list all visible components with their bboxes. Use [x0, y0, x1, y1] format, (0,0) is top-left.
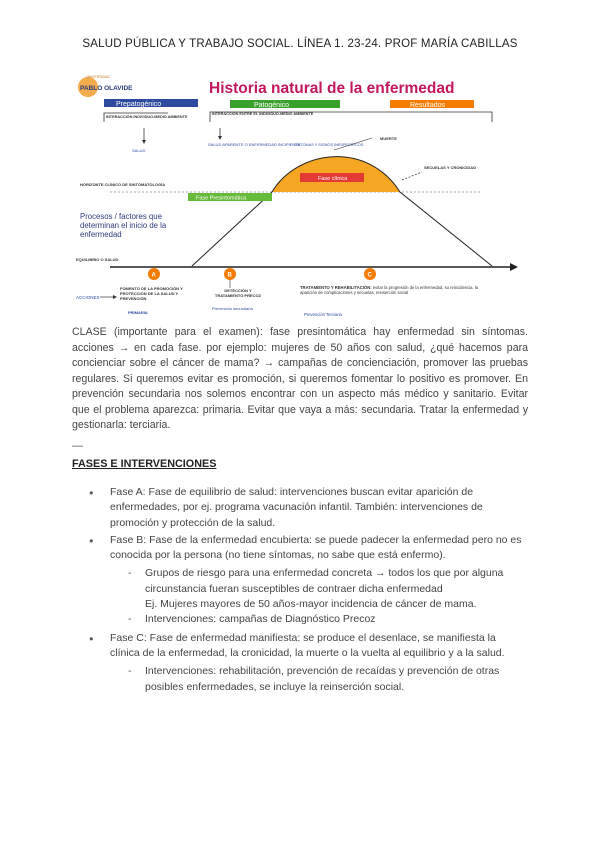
marker-a: [148, 268, 160, 280]
period-prepatogenico-label: Prepatogénico: [116, 101, 162, 108]
deteccion-text: DETECCIÓN Y TRATAMIENTO PRECOZ: [214, 288, 262, 298]
marker-b: [224, 268, 236, 280]
sintomas-label: SÍNTOMAS Y SIGNOS INESPECÍFICOS: [294, 143, 364, 147]
fase-b-sublist: [110, 566, 528, 627]
primaria-label: PRIMARIA: [128, 310, 148, 315]
separator: —: [72, 440, 83, 452]
fomento-text: FOMENTO DE LA PROMOCIÓN Y PROTECCIÓN DE LA SALUD Y PREVENCIÓN: [120, 286, 183, 301]
svg-text:UNIVERSIDAD: UNIVERSIDAD: [86, 75, 110, 79]
sub-left-label: INTERACCIÓN INDIVIDUO-MEDIO AMBIENTE: [106, 115, 188, 119]
svg-text:A: A: [151, 272, 156, 279]
phases-list: [72, 485, 528, 698]
example-text: Ej. Mujeres mayores de 50 años-mayor incidencia de cáncer de mama.: [145, 598, 477, 611]
sublist-item: - Grupos de riesgo para una enfermedad concreta → todos los que por alguna circunstancia fueran susceptibles de contraer dicha enfermedad Ej. Mujeres mayores de 50 años-mayor incidencia de cáncer de mama.: [145, 566, 528, 612]
list-item-fase-a: ● Fase A: Fase de equilibrio de salud: intervenciones buscan evitar aparición de enfermedades, por ej. programa vacunación infantil. También: intervenciones de promoción y protección de la salud.: [110, 485, 528, 531]
diagram-title: Historia natural de la enfermedad: [209, 80, 455, 97]
svg-text:C: C: [367, 272, 372, 279]
procesos-text: Procesos / factores que determinan el inicio de la enfermedad: [80, 212, 167, 239]
sano-label: SALUD: [132, 148, 146, 153]
sublist-item: - Intervenciones: campañas de Diagnóstico Precoz: [145, 612, 528, 627]
sublist-item: - Intervenciones: rehabilitación, prevención de recaídas y prevención de otras posibles enfermedades, se incluye la reinserción social.: [145, 664, 528, 695]
university-logo: [76, 74, 133, 100]
svg-text:PABLO OLAVIDE: PABLO OLAVIDE: [80, 85, 133, 92]
sub-mid-label: INTERACCIÓN ENTRE EL INDIVIDUO-MEDIO AMBIENTE: [212, 112, 314, 116]
fase-presintomatica-label: Fase Presintomática: [196, 195, 247, 202]
svg-text:B: B: [227, 272, 232, 279]
period-resultados-label: Resultados: [410, 102, 446, 109]
list-item-fase-c: ● Fase C: Fase de enfermedad manifiesta: se produce el desenlace, se manifiesta la clínica de la enfermedad, la cronicidad, la muerte o la vuelta al equilibrio y a la salud. - Intervenciones: rehabilitación, prevención de recaídas y prevención de otras posibles enfermedades, se incluye la reinserción social.: [110, 631, 528, 695]
list-item-fase-b: ● Fase B: Fase de la enfermedad encubierta: se puede padecer la enfermedad pero no es conocida por la persona (no tiene síntomas, no sabe que está enfermo). - Grupos de riesgo para una enfermedad concreta → todos los que por alguna circunstancia fueran susceptibles de contraer dicha enfermedad Ej. Mujeres mayores de 50 años-mayor incidencia de cáncer de mama. - Intervenciones: campañas de Diagnóstico Precoz: [110, 533, 528, 628]
fase-clinica-label: Fase clínica: [318, 176, 348, 182]
secuelas-label: SECUELAS Y CRONICIDAD: [424, 165, 477, 170]
horizonte-label: HORIZONTE CLÍNICO DE SINTOMATOLOGÍA: [80, 182, 166, 187]
aparente-label: SALUD APARENTE O ENFERMEDAD INCIPIENTE: [208, 142, 301, 147]
natural-history-diagram: [72, 70, 528, 322]
section-title: FASES E INTERVENCIONES: [72, 458, 217, 470]
prevencion-terciaria-label: Prevención Terciaria: [304, 312, 342, 317]
class-notes-paragraph: CLASE (importante para el examen): fase presintomática hay enfermedad sin síntomas. acciones → en cada fase. por ejemplo: mujeres de 50 años con salud, ¿qué hacemos para concienciar sobre el cáncer de mama? → campañas de concienciación, promover las pruebas regulares. Si queremos evitar es promoción, si queremos fomentar lo positivo es promover. En prevención secundaria nos solemos encontrar con un aspecto más médico y sanitario. Evitar que el problema aparezca: primaria. Evitar que vaya a más: secundaria. Tratar la enfermedad y gestionarla: terciaria.: [72, 326, 528, 431]
equilibrio-label: EQUILIBRIO O SALUD: [76, 257, 119, 262]
marker-c: [364, 268, 376, 280]
acciones-label: ACCIONES: [76, 295, 100, 300]
muerte-label: MUERTE: [380, 136, 397, 141]
prevencion-secundaria-label: Prevención secundaria: [212, 306, 253, 311]
tratamiento-text: TRATAMIENTO Y REHABILITACIÓN: evitar la progresión de la enfermedad, su reincidencia, la aparición de complicaciones y secuelas, reinserción social: [300, 285, 479, 296]
period-patogenico-label: Patogénico: [254, 102, 290, 109]
fase-c-sublist: [110, 664, 528, 695]
page-header: SALUD PÚBLICA Y TRABAJO SOCIAL. LÍNEA 1. 23-24. PROF MARÍA CABILLAS: [82, 38, 518, 50]
